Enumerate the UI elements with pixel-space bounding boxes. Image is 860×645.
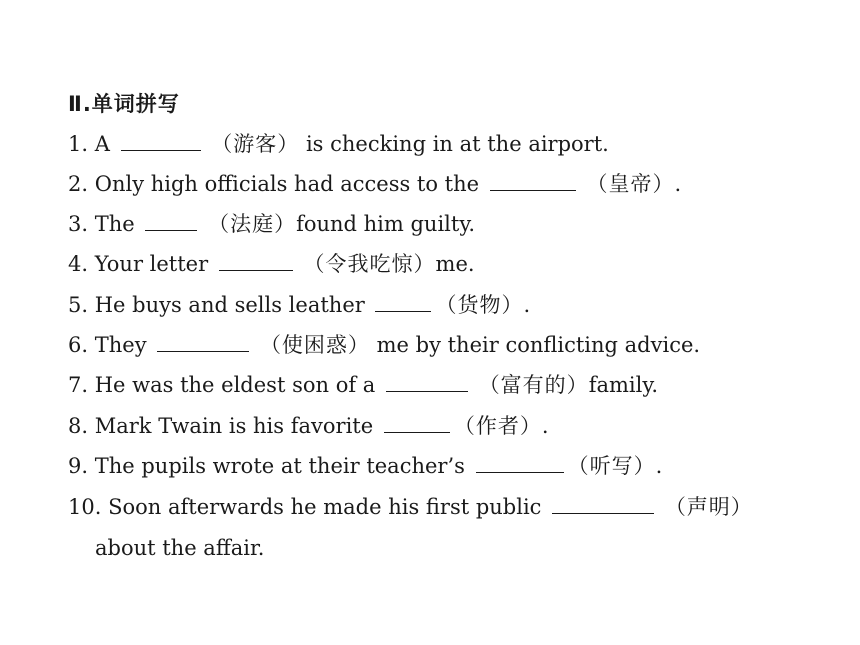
answer-blank[interactable] (157, 333, 249, 352)
question-number: 8. (68, 414, 89, 438)
question-text-after: . (523, 293, 531, 317)
question-text-before: The (94, 212, 135, 236)
chinese-hint: （使困惑） (259, 333, 370, 357)
question-number: 5. (68, 293, 89, 317)
question-2 (68, 170, 681, 198)
question-number: 3. (68, 212, 89, 236)
chinese-hint: （令我吃惊） (303, 252, 436, 276)
question-number: 1. (68, 132, 89, 156)
question-8 (68, 412, 549, 440)
question-text-before: They (94, 333, 147, 357)
question-number: 6. (68, 333, 89, 357)
question-text-after: me by their conflicting advice. (376, 333, 701, 357)
answer-blank[interactable] (552, 495, 654, 514)
question-text-before: The pupils wrote at their teacher’s (94, 454, 465, 478)
question-text-after: . (674, 172, 682, 196)
question-number: 7. (68, 373, 89, 397)
answer-blank[interactable] (219, 252, 293, 271)
question-number: 2. (68, 172, 89, 196)
question-text-after: . (541, 414, 549, 438)
question-text-after: is checking in at the airport. (305, 132, 609, 156)
chinese-hint: （声明） (664, 495, 753, 519)
answer-blank[interactable] (490, 172, 576, 191)
chinese-hint: （听写） (567, 454, 656, 478)
question-6 (68, 331, 700, 359)
question-text-before: Only high officials had access to the (94, 172, 480, 196)
question-5 (68, 291, 530, 319)
chinese-hint: （皇帝） (586, 172, 675, 196)
question-number: 10. (68, 495, 102, 519)
question-9 (68, 452, 662, 480)
question-7 (68, 371, 658, 399)
question-text-after: found him guilty. (296, 212, 476, 236)
question-number: 4. (68, 252, 89, 276)
question-text-after: family. (588, 373, 659, 397)
chinese-hint: （游客） (211, 132, 300, 156)
section-heading: Ⅱ.单词拼写 (68, 92, 180, 116)
question-4 (68, 250, 475, 278)
question-text-before: Your letter (94, 252, 209, 276)
answer-blank[interactable] (145, 212, 197, 231)
question-3 (68, 210, 475, 238)
question-text-after: me. (435, 252, 475, 276)
chinese-hint: （法庭） (208, 212, 297, 236)
question-text-after: . (655, 454, 663, 478)
question-text-before: He buys and sells leather (94, 293, 365, 317)
question-text-before: Soon afterwards he made his first public (108, 495, 542, 519)
answer-blank[interactable] (386, 373, 468, 392)
answer-blank[interactable] (476, 454, 564, 473)
answer-blank[interactable] (121, 132, 201, 151)
chinese-hint: （作者） (453, 414, 542, 438)
chinese-hint: （货物） (435, 293, 524, 317)
question-text-before: He was the eldest son of a (94, 373, 376, 397)
chinese-hint: （富有的） (478, 373, 589, 397)
question-text-before: A (94, 132, 110, 156)
question-1 (68, 130, 609, 158)
question-10-continuation: about the affair. (95, 536, 265, 560)
question-number: 9. (68, 454, 89, 478)
answer-blank[interactable] (384, 414, 450, 433)
answer-blank[interactable] (375, 293, 431, 312)
question-10 (68, 493, 753, 521)
question-text-before: Mark Twain is his favorite (94, 414, 374, 438)
